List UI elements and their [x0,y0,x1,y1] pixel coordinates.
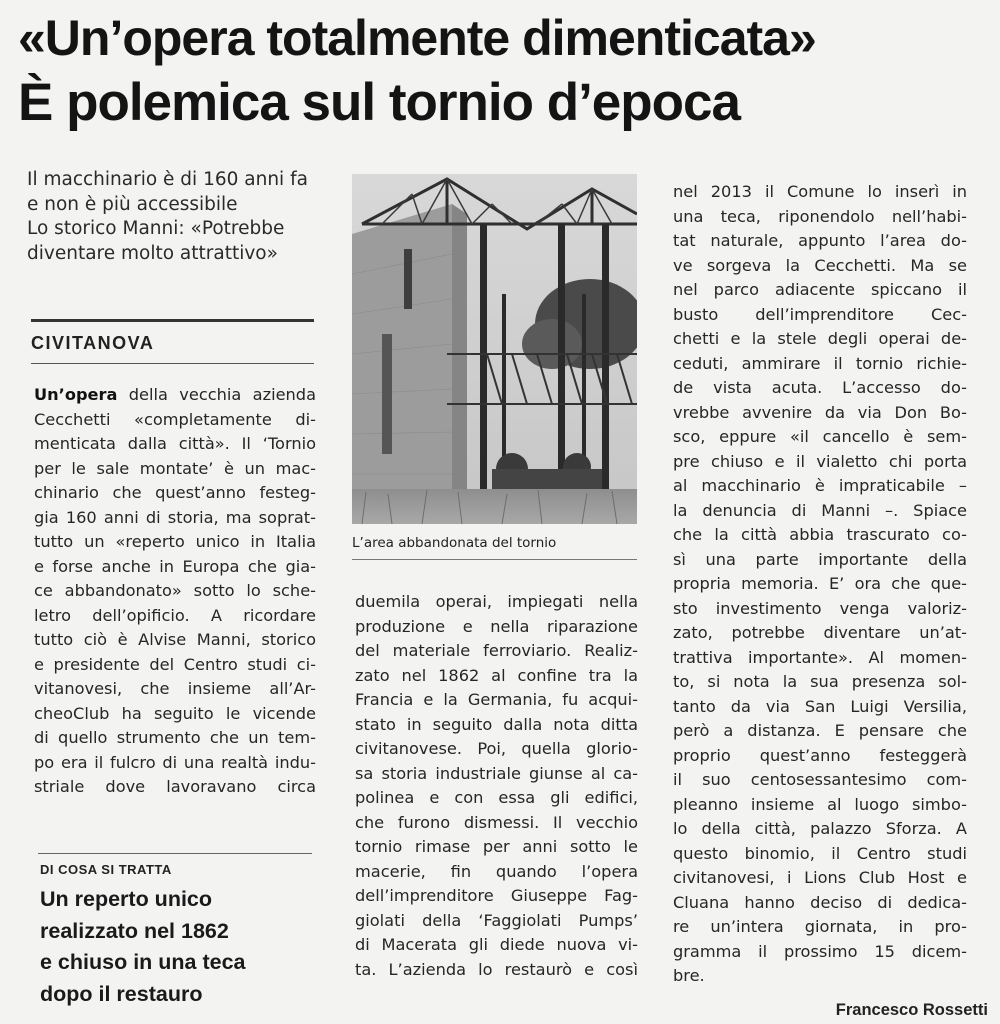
body-line: stato in seguito dalla nota ditta [355,714,638,734]
body-line: sa storia industriale giunse al ca- [355,763,638,783]
summary-line: e non è più accessibile [27,193,238,215]
body-line: pre chiuso e il vialetto chi porta [673,451,967,471]
body-line: produzione e nella riparazione [355,616,638,636]
section-divider-thin [31,363,314,364]
box-title [40,884,310,1010]
body-line: per le sale montate’ è un mac- [34,458,316,478]
body-line: Francia e la Germania, fu acqui- [355,690,638,709]
body-line: la denuncia di Manni –. Spiace [673,500,967,520]
body-line: e presidente del Centro studi ci- [34,654,316,674]
body-text: della vecchia azienda [117,385,316,404]
body-line: vitanovesi, che insieme all’Ar- [34,679,316,698]
headline-line-2: È polemica sul tornio d’epoca [18,73,740,132]
body-line: sto investimento venga valoriz- [673,598,967,618]
lead-word: Un’opera [34,385,118,404]
body-line: e forse anche in Europa che gia- [34,556,316,576]
box-divider [38,853,312,854]
body-line: zato nel 1862 al confine tra la [355,665,638,685]
body-line: letro dell’opificio. A ricordare [34,605,316,625]
body-line: tornio rimase per anni sotto le [355,837,638,856]
summary-line: Lo storico Manni: «Potrebbe [27,218,285,239]
body-line: civitanovesi, i Lions Club Host e [673,868,967,887]
body-line: ce abbandonato» sotto lo sche- [34,581,316,600]
photo-caption: L’area abbandonata del tornio [352,535,557,551]
photo-illustration [352,174,637,524]
box-kicker: DI COSA SI TRATTA [40,862,172,877]
section-label: CIVITANOVA [31,333,155,353]
article-column-1 [34,383,316,800]
body-line: ceduti, ammirare il tornio richie- [673,353,967,373]
author-byline: Francesco Rossetti [835,1001,988,1019]
body-line: che furono dismessi. Il vecchio [355,812,638,832]
body-line: tat naturale, appunto l’area do- [673,231,967,250]
body-line: ta. L’azienda lo restaurò e così [355,959,638,979]
box-title-line: Un reperto unico [40,887,213,911]
body-line: chinario che quest’anno festeg- [34,483,316,502]
body-line: vrebbe avvenire da via Don Bo- [673,402,967,422]
body-line: che la città abbia trascurato co- [673,525,967,544]
body-line: il suo centosessantesimo com- [673,770,967,789]
body-line: de vista acuta. L’accesso do- [673,378,967,397]
body-line: ve sorgeva la Cecchetti. Ma se [673,255,967,275]
body-line: chetti e la stele degli operai de- [673,329,967,348]
body-line: trattiva importante». Al momen- [673,647,967,667]
body-line: tutto ciò è Alvise Manni, storico [34,630,316,649]
section-divider [31,319,314,322]
article-column-2 [355,590,638,982]
body-line: civitanovese. Poi, quella glorio- [355,739,638,758]
body-line: però a distanza. E pensare che [673,721,967,740]
body-line: re un’intera giornata, in pro- [673,917,967,936]
body-line: striale dove lavoravano circa [34,777,316,796]
body-line: di quello strumento che un tem- [34,728,316,747]
summary-line: diventare molto attrattivo» [27,242,278,264]
body-line: menticata dalla città». Il ‘Tornio [34,434,316,453]
body-line: pleanno insieme al luogo simbo- [673,794,967,814]
summary-line: Il macchinario è di 160 anni fa [27,169,308,190]
body-line: lo della città, palazzo Sforza. A [673,819,967,838]
article-summary [27,168,327,266]
headline [18,6,993,134]
body-line: Cecchetti «completamente di- [34,409,316,429]
body-line: duemila operai, impiegati nella [355,592,638,611]
body-line: giolati della ‘Faggiolati Pumps’ [355,910,638,930]
body-line: polinea e con essa gli edifici, [355,788,638,807]
box-title-line: e chiuso in una teca [40,950,246,974]
photo-abandoned-lathe-area [352,174,637,524]
body-line: una teca, riponendolo nell’habi- [673,206,967,226]
article-column-3 [673,180,967,989]
headline-line-1: «Un’opera totalmente dimenticata» [18,10,816,66]
body-line: propria memoria. E’ ora che que- [673,574,967,593]
body-line: po era il fulcro di una realtà indu- [34,752,316,772]
body-line: bre. [673,966,705,985]
body-line [34,383,316,408]
body-line: Cluana hanno deciso di dedica- [673,892,967,912]
body-line: al macchinario è impraticabile – [673,476,967,495]
body-line: nel parco adiacente spiccano il [673,280,967,299]
caption-divider [352,559,637,560]
body-line: to, si nota la sua presenza sol- [673,672,967,691]
body-line: tutto un «reperto unico in Italia [34,532,316,551]
body-line: questo binomio, il Centro studi [673,843,967,863]
body-line: macerie, fin quando l’opera [355,861,638,881]
box-title-line: dopo il restauro [40,981,203,1006]
body-line: gramma il prossimo 15 dicem- [673,941,967,961]
body-line: zato, potrebbe diventare un’at- [673,623,967,642]
body-line: tanto da via San Luigi Versilia, [673,696,967,716]
body-line: sì una parte importante della [673,549,967,569]
body-line: di Macerata gli diede nuova vi- [355,935,638,954]
body-line: dell’imprenditore Giuseppe Fag- [355,886,638,905]
body-line: cheoClub ha seguito le vicende [34,703,316,723]
body-line: sco, eppure «il cancello è sem- [673,427,967,446]
body-line: proprio quest’anno festeggerà [673,745,967,765]
body-line: busto dell’imprenditore Cec- [673,304,967,324]
box-title-line: realizzato nel 1862 [40,918,229,943]
body-line: gia 160 anni di storia, ma soprat- [34,507,316,527]
body-line: nel 2013 il Comune lo inserì in [673,182,967,201]
body-line: del materiale ferroviario. Realiz- [355,641,638,660]
